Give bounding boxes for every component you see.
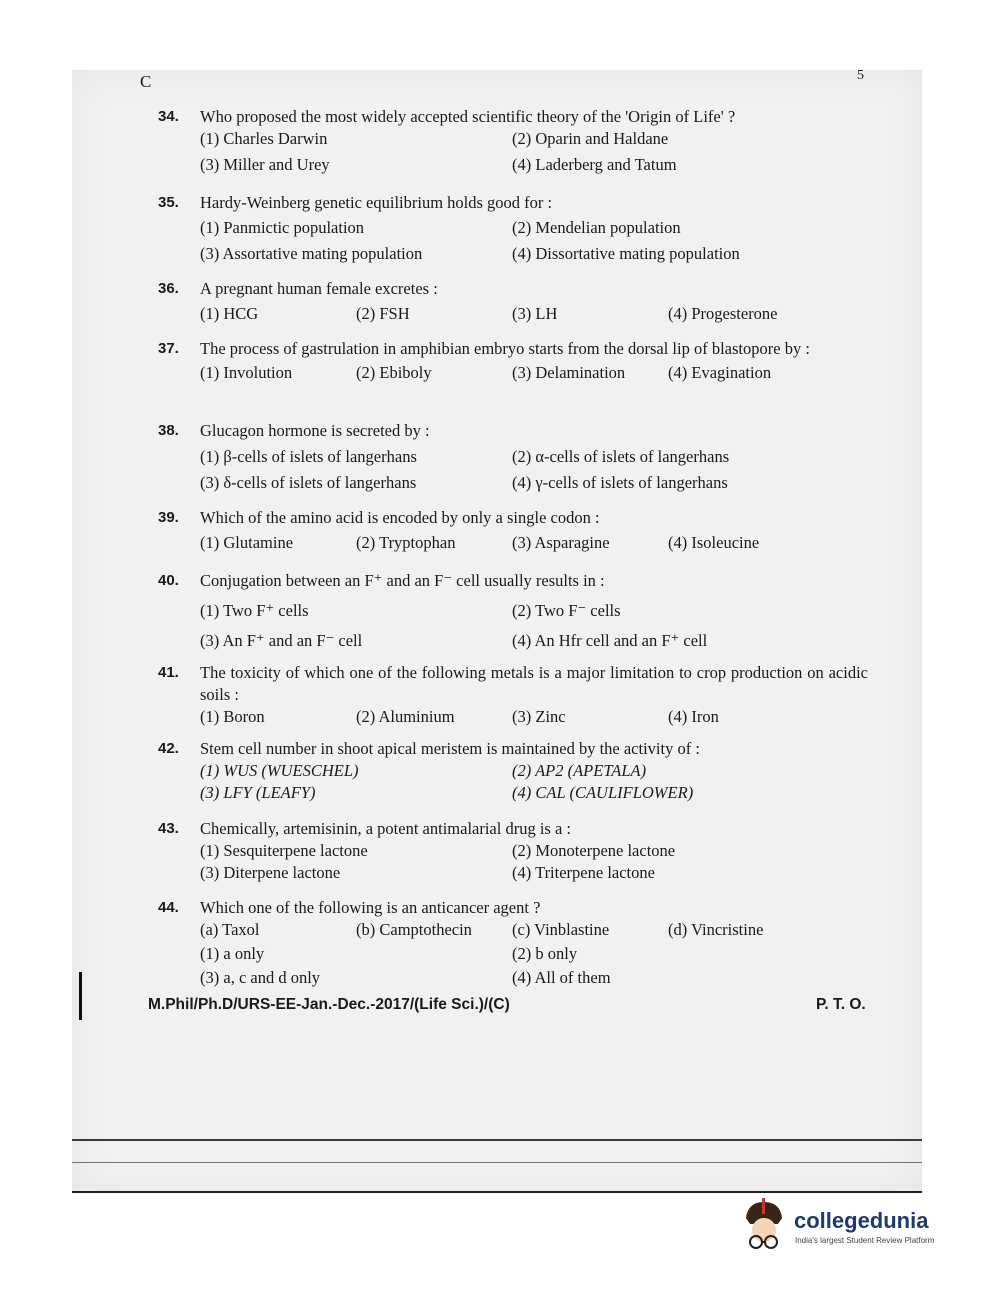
question-text: The toxicity of which one of the following metals is a major limitation to crop production on acidic soils : [200, 663, 868, 704]
question-text: Glucagon hormone is secreted by : [200, 421, 430, 440]
question-number: 40. [158, 572, 179, 589]
option-row [200, 782, 868, 804]
question-text: A pregnant human female excretes : [200, 279, 438, 298]
option: (4) γ-cells of islets of langerhans [512, 473, 728, 492]
option: (2) Mendelian population [512, 218, 681, 237]
item: (b) Camptothecin [356, 920, 472, 939]
option: (1) Involution [200, 363, 293, 382]
option: (1) Sesquiterpene lactone [200, 841, 368, 860]
option: (4) Triterpene lactone [512, 863, 655, 882]
please-turn-over: P. T. O. [816, 996, 866, 1013]
question-34 [158, 106, 868, 176]
option-row [200, 243, 868, 265]
divider [72, 1139, 922, 1141]
question-number: 43. [158, 820, 179, 837]
option: (2) α-cells of islets of langerhans [512, 447, 730, 466]
option: (1) Glutamine [200, 533, 294, 552]
logo-wordmark: collegedunia [794, 1208, 929, 1233]
option: (1) a only [200, 944, 265, 963]
option: (3) Diterpene lactone [200, 863, 341, 882]
option-row [200, 362, 868, 384]
question-37 [158, 338, 868, 384]
option: (4) Laderberg and Tatum [512, 155, 677, 174]
option: (4) Dissortative mating population [512, 244, 740, 263]
question-number: 42. [158, 740, 179, 757]
option: (3) a, c and d only [200, 968, 321, 987]
question-text: Conjugation between an F⁺ and an F⁻ cell usually results in : [200, 571, 605, 590]
question-number: 37. [158, 340, 179, 357]
option-row [200, 967, 868, 989]
option: (1) Boron [200, 707, 265, 726]
question-39 [158, 507, 868, 554]
option-row [200, 706, 868, 728]
collegedunia-logo [738, 1196, 968, 1262]
option-row [200, 630, 868, 652]
option: (2) FSH [356, 304, 410, 323]
option: (4) CAL (CAULIFLOWER) [512, 783, 694, 802]
option-row [200, 154, 868, 176]
paper-code: M.Phil/Ph.D/URS-EE-Jan.-Dec.-2017/(Life Sci.)/(C) [148, 996, 510, 1013]
option: (1) WUS (WUESCHEL) [200, 761, 359, 780]
option: (1) Charles Darwin [200, 129, 328, 148]
option-row [200, 760, 868, 782]
question-number: 44. [158, 899, 179, 916]
option: (2) b only [512, 944, 578, 963]
question-42 [158, 738, 868, 804]
option-row [200, 128, 868, 150]
divider [72, 1191, 922, 1193]
option-row [200, 840, 868, 862]
question-44 [158, 897, 868, 989]
option: (3) Assortative mating population [200, 244, 423, 263]
question-text: Hardy-Weinberg genetic equilibrium holds good for : [200, 193, 553, 212]
option: (2) Oparin and Haldane [512, 129, 669, 148]
option: (1) Panmictic population [200, 218, 365, 237]
option: (3) Miller and Urey [200, 155, 330, 174]
option: (2) Ebiboly [356, 363, 432, 382]
option: (4) Iron [668, 707, 719, 726]
option: (4) Isoleucine [668, 533, 760, 552]
page-number: 5 [857, 68, 864, 83]
option: (4) Progesterone [668, 304, 778, 323]
item: (c) Vinblastine [512, 920, 610, 939]
option: (2) Monoterpene lactone [512, 841, 676, 860]
question-number: 39. [158, 509, 179, 526]
option: (1) Two F⁺ cells [200, 601, 309, 620]
option-row [200, 217, 868, 239]
item: (a) Taxol [200, 920, 260, 939]
option: (3) LH [512, 304, 558, 323]
option: (1) HCG [200, 304, 259, 323]
question-number: 34. [158, 108, 179, 125]
question-35 [158, 192, 868, 265]
question-text: Chemically, artemisinin, a potent antimalarial drug is a : [200, 819, 571, 838]
question-41 [158, 662, 868, 728]
question-text: Who proposed the most widely accepted scientific theory of the 'Origin of Life' ? [200, 107, 736, 126]
option: (3) Zinc [512, 707, 566, 726]
binder-mark [79, 972, 82, 1020]
option-row [200, 532, 868, 554]
question-number: 36. [158, 280, 179, 297]
question-36 [158, 278, 868, 325]
option: (2) Two F⁻ cells [512, 601, 621, 620]
option: (2) Tryptophan [356, 533, 456, 552]
question-number: 38. [158, 422, 179, 439]
option: (4) All of them [512, 968, 611, 987]
option-row [200, 446, 868, 468]
option: (3) An F⁺ and an F⁻ cell [200, 631, 363, 650]
option-row [200, 943, 868, 965]
question-text: The process of gastrulation in amphibian embryo starts from the dorsal lip of blastopore by : [200, 339, 810, 358]
question-text: Which of the amino acid is encoded by only a single codon : [200, 508, 600, 527]
option: (3) Asparagine [512, 533, 610, 552]
option: (3) δ-cells of islets of langerhans [200, 473, 417, 492]
option: (3) LFY (LEAFY) [200, 783, 316, 802]
option-row [200, 600, 868, 622]
option: (3) Delamination [512, 363, 626, 382]
option-row [200, 472, 868, 494]
question-text: Which one of the following is an anticancer agent ? [200, 898, 541, 917]
option: (2) AP2 (APETALA) [512, 761, 647, 780]
question-40 [158, 570, 868, 652]
question-text: Stem cell number in shoot apical meristem is maintained by the activity of : [200, 739, 700, 758]
divider [72, 1162, 922, 1163]
option: (4) An Hfr cell and an F⁺ cell [512, 631, 708, 650]
item: (d) Vincristine [668, 920, 764, 939]
option: (2) Aluminium [356, 707, 455, 726]
option-row [200, 303, 868, 325]
student-mascot-icon [738, 1196, 792, 1256]
option: (4) Evagination [668, 363, 772, 382]
paper-set-letter: C [140, 72, 152, 91]
question-38 [158, 420, 868, 494]
question-number: 35. [158, 194, 179, 211]
option-row [200, 862, 868, 884]
question-number: 41. [158, 664, 179, 681]
option: (1) β-cells of islets of langerhans [200, 447, 417, 466]
question-43 [158, 818, 868, 884]
logo-tagline: India's largest Student Review Platform [795, 1236, 935, 1245]
item-row [200, 919, 868, 941]
